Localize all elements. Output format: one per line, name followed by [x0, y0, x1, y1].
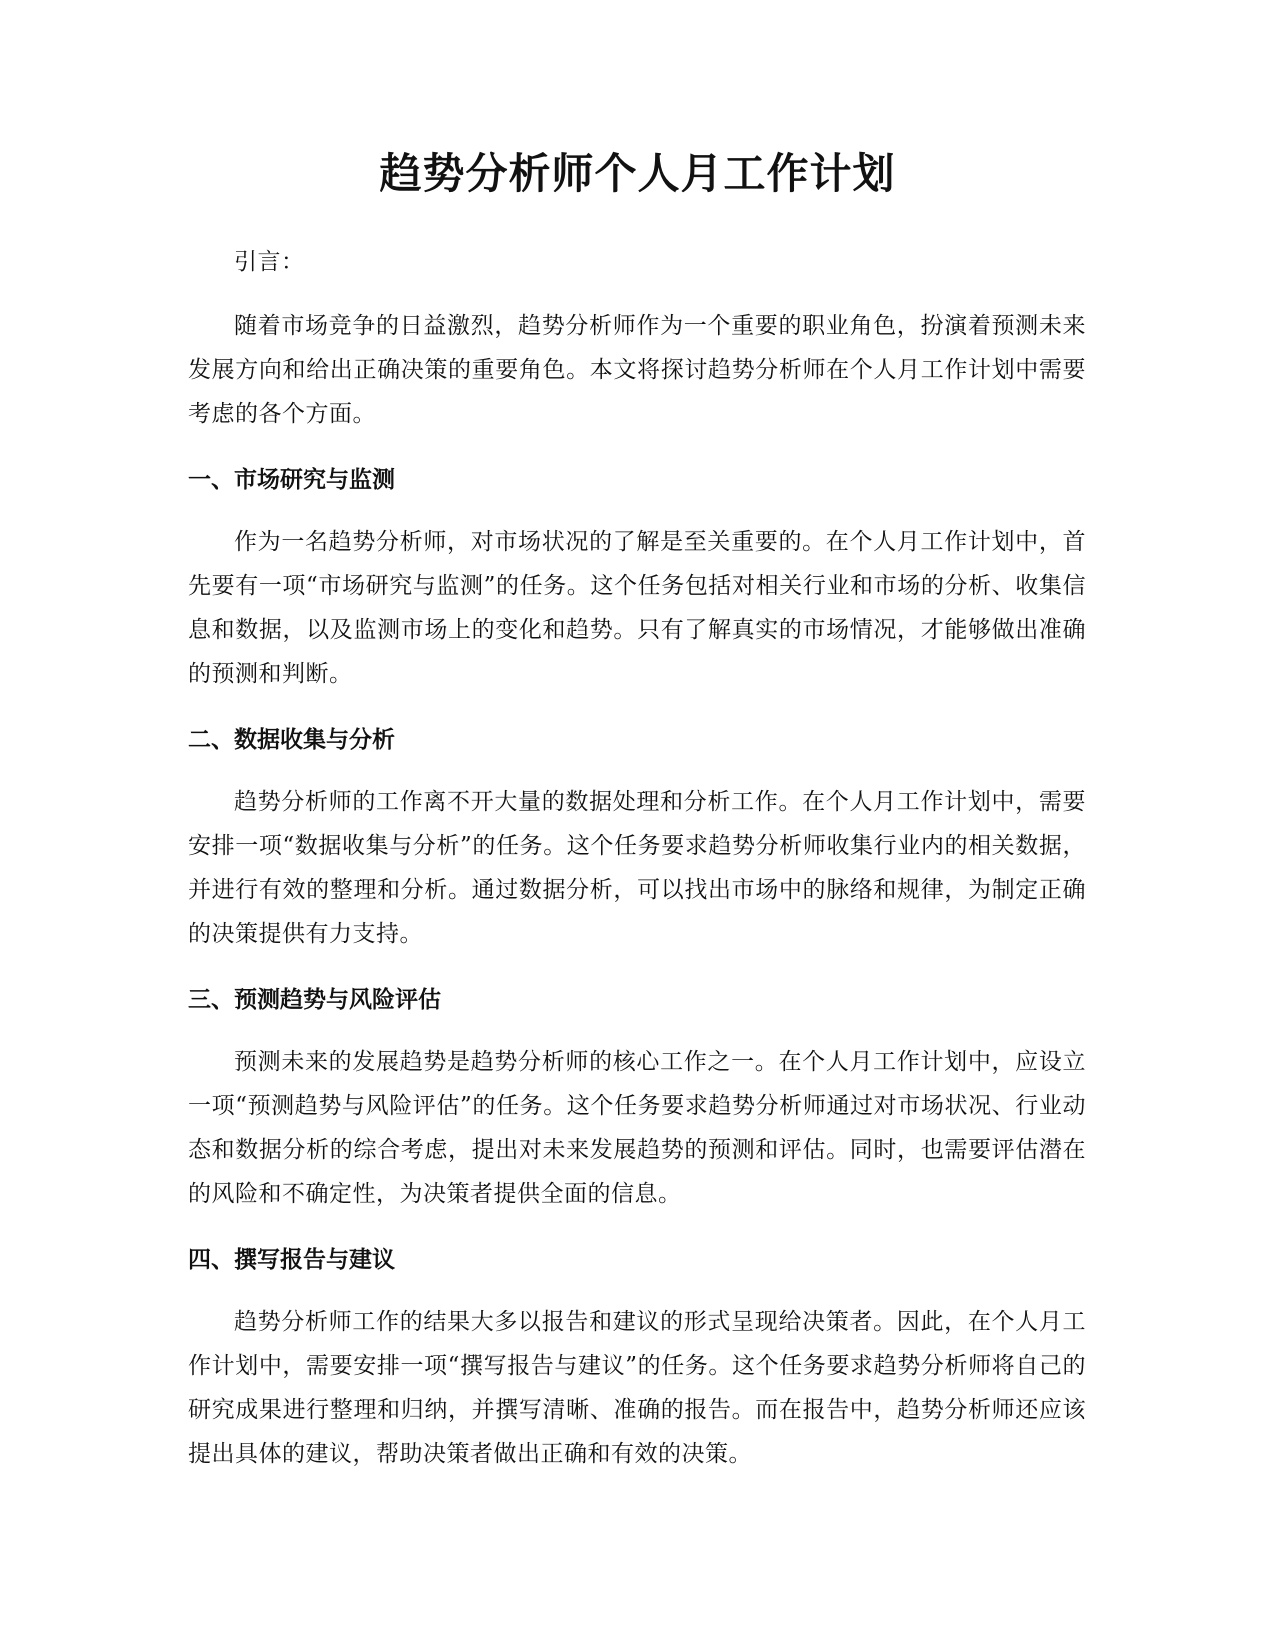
intro-paragraph: 随着市场竞争的日益激烈，趋势分析师作为一个重要的职业角色，扮演着预测未来发展方向和给出正确决策的重要角色。本文将探讨趋势分析师在个人月工作计划中需要考虑的各个方面。	[188, 313, 1086, 427]
section-heading-3: 三、预测趋势与风险评估	[188, 987, 441, 1013]
section-paragraph-1: 作为一名趋势分析师，对市场状况的了解是至关重要的。在个人月工作计划中，首先要有一项“市场研究与监测”的任务。这个任务包括对相关行业和市场的分析、收集信息和数据，以及监测市场上的变化和趋势。只有了解真实的市场情况，才能够做出准确的预测和判断。	[188, 529, 1086, 687]
section-paragraph-2: 趋势分析师的工作离不开大量的数据处理和分析工作。在个人月工作计划中，需要安排一项“数据收集与分析”的任务。这个任务要求趋势分析师收集行业内的相关数据，并进行有效的整理和分析。通过数据分析，可以找出市场中的脉络和规律，为制定正确的决策提供有力支持。	[188, 789, 1086, 947]
intro-label: 引言：	[234, 249, 305, 275]
page-title: 趋势分析师个人月工作计划	[379, 149, 896, 198]
section-paragraph-4: 趋势分析师工作的结果大多以报告和建议的形式呈现给决策者。因此，在个人月工作计划中，需要安排一项“撰写报告与建议”的任务。这个任务要求趋势分析师将自己的研究成果进行整理和归纳，并撰写清晰、准确的报告。而在报告中，趋势分析师还应该提出具体的建议，帮助决策者做出正确和有效的决策。	[188, 1309, 1086, 1467]
section-paragraph-3: 预测未来的发展趋势是趋势分析师的核心工作之一。在个人月工作计划中，应设立一项“预测趋势与风险评估”的任务。这个任务要求趋势分析师通过对市场状况、行业动态和数据分析的综合考虑，提出对未来发展趋势的预测和评估。同时，也需要评估潜在的风险和不确定性，为决策者提供全面的信息。	[188, 1049, 1086, 1207]
section-heading-4: 四、撰写报告与建议	[188, 1247, 395, 1273]
section-heading-1: 一、市场研究与监测	[188, 467, 395, 493]
section-heading-2: 二、数据收集与分析	[188, 727, 395, 753]
document-body	[188, 240, 1086, 1500]
